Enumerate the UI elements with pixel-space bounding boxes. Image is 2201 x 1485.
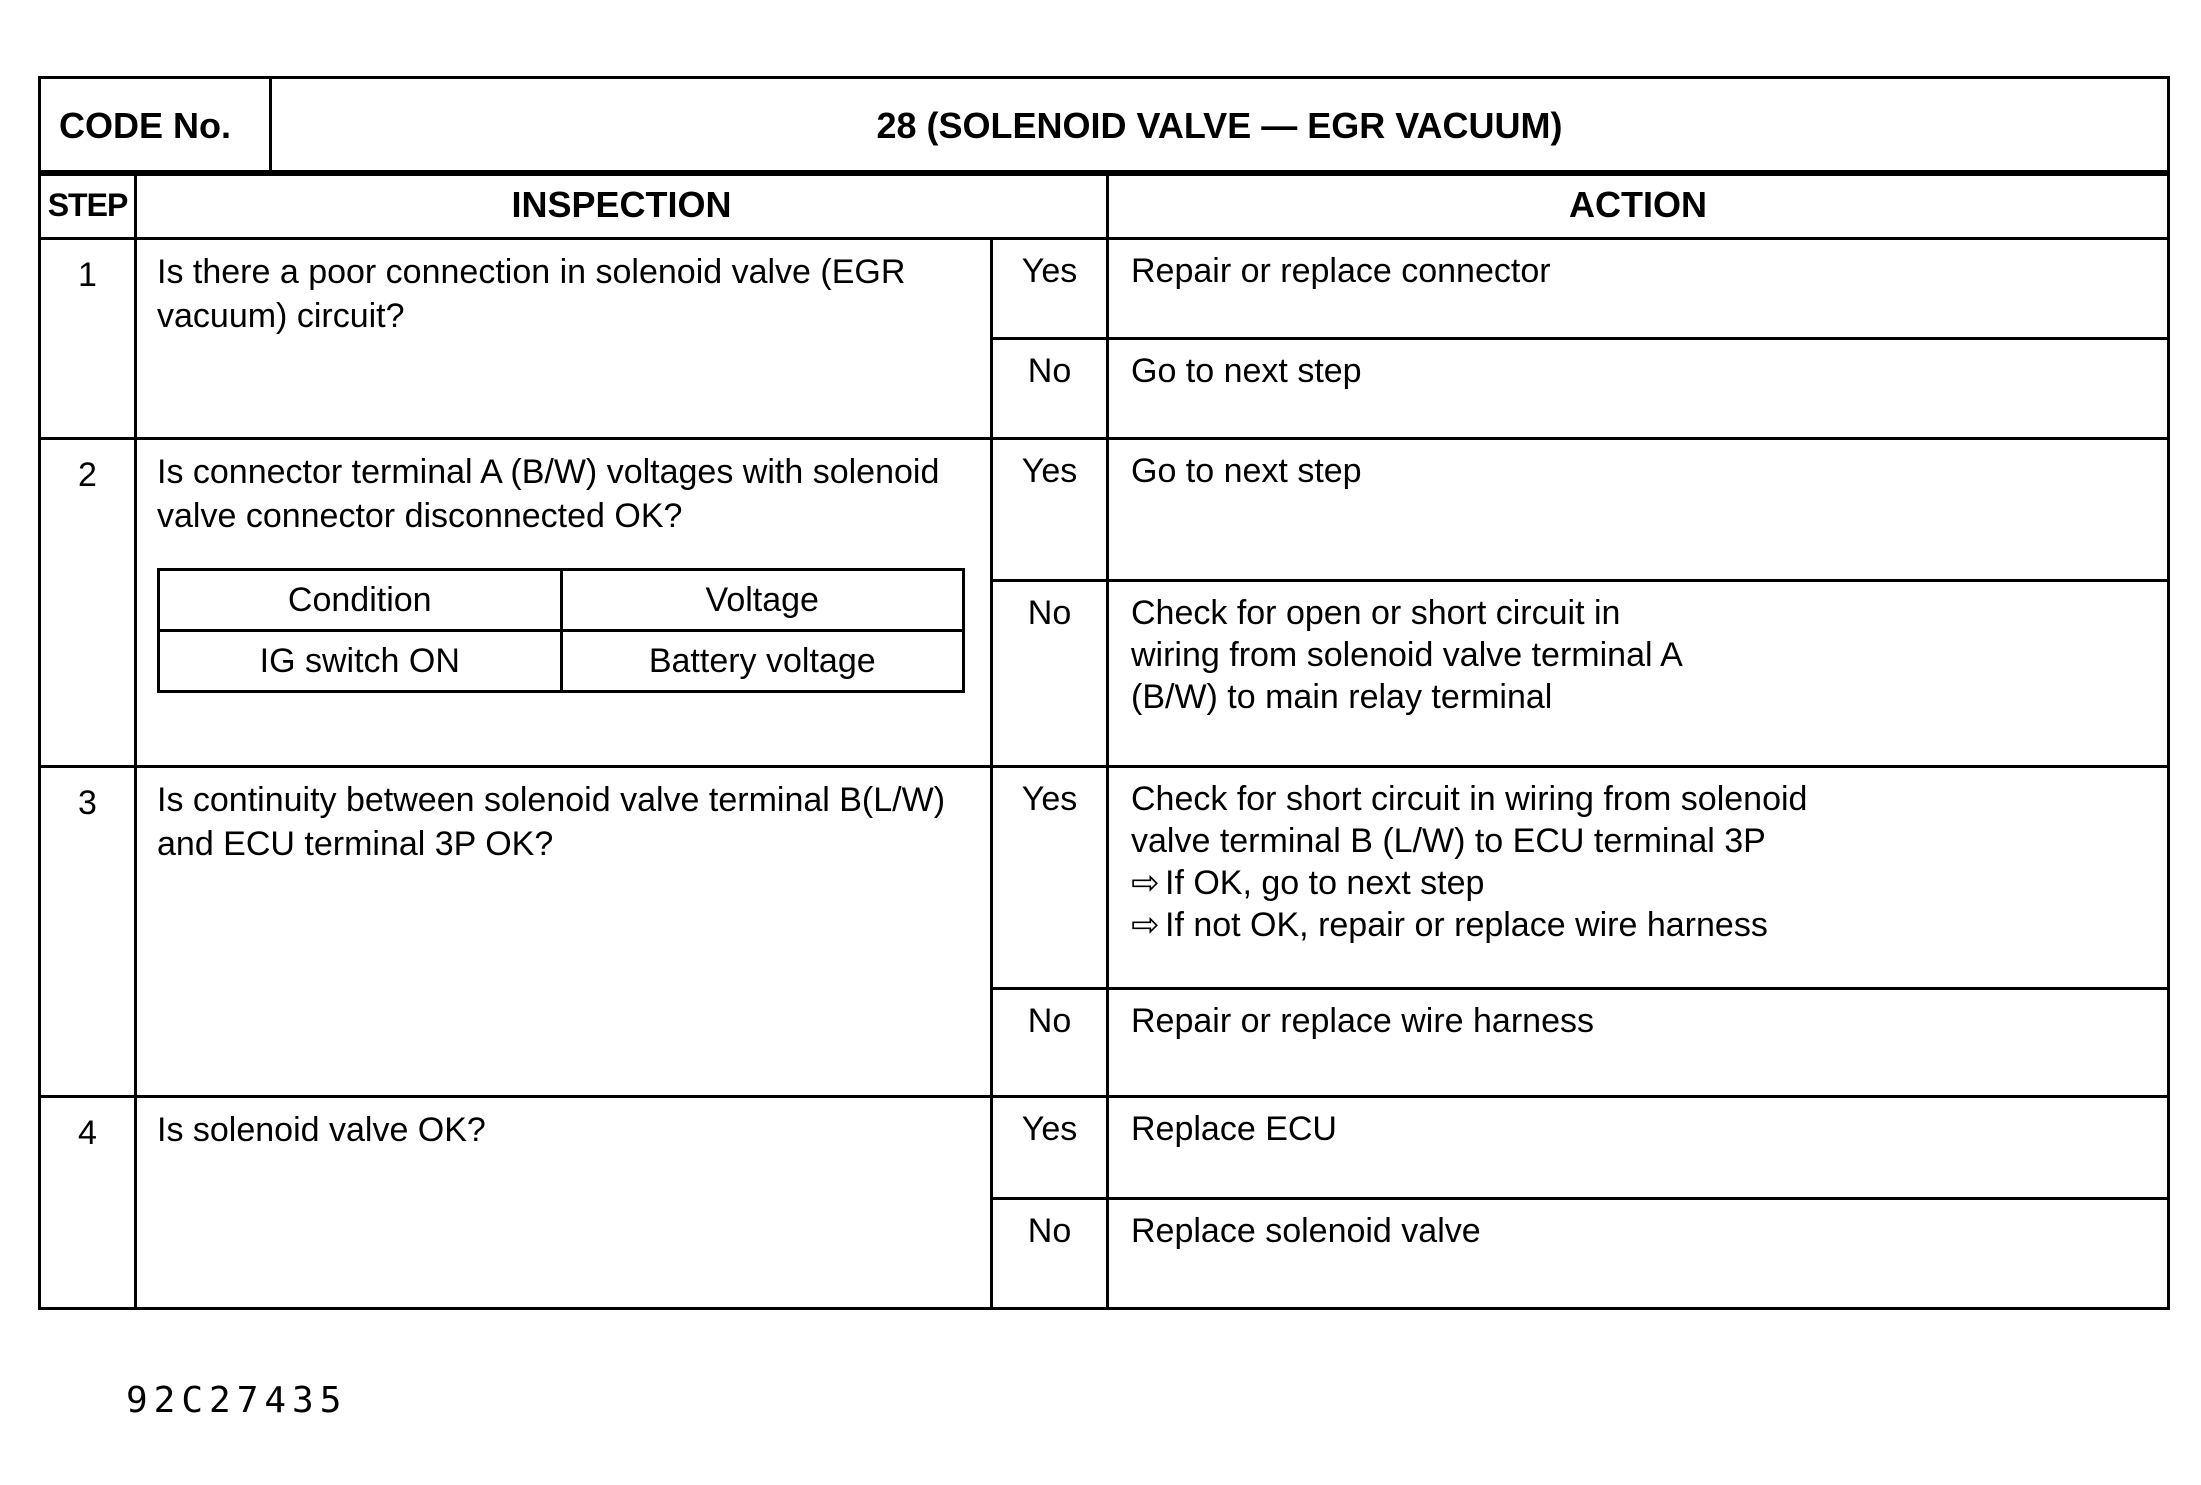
code-number-value: 28 (SOLENOID VALVE — EGR VACUUM) bbox=[271, 78, 2169, 175]
yes-label: Yes bbox=[992, 767, 1108, 989]
action-line bbox=[1131, 862, 2149, 904]
condition-table bbox=[157, 568, 965, 693]
action-line: Go to next step bbox=[1131, 352, 1362, 390]
yes-label: Yes bbox=[992, 239, 1108, 339]
no-label: No bbox=[992, 989, 1108, 1097]
no-label: No bbox=[992, 1199, 1108, 1309]
step-number: 2 bbox=[40, 439, 136, 767]
yes-action bbox=[1108, 1097, 2169, 1199]
no-action bbox=[1108, 989, 2169, 1097]
step-row-2-yes bbox=[40, 439, 2169, 581]
voltage-value: Battery voltage bbox=[561, 631, 964, 692]
yes-label: Yes bbox=[992, 1097, 1108, 1199]
arrow-right-icon: ⇨ bbox=[1131, 864, 1160, 902]
yes-action bbox=[1108, 439, 2169, 581]
action-line: Replace solenoid valve bbox=[1131, 1212, 1481, 1250]
action-line: (B/W) to main relay terminal bbox=[1131, 678, 1553, 716]
action-line: valve terminal B (L/W) to ECU terminal 3P bbox=[1131, 822, 1766, 860]
step-column-header: STEP bbox=[40, 172, 136, 239]
action-text: If not OK, repair or replace wire harness bbox=[1165, 906, 1768, 944]
no-label: No bbox=[992, 339, 1108, 439]
inspection-text: Is there a poor connection in solenoid valve (EGR vacuum) circuit? bbox=[136, 239, 992, 439]
voltage-header: Voltage bbox=[561, 570, 964, 631]
arrow-right-icon: ⇨ bbox=[1131, 906, 1160, 944]
action-line: Repair or replace connector bbox=[1131, 252, 1551, 290]
inspection-column-header: INSPECTION bbox=[136, 172, 1108, 239]
step-row-1-yes bbox=[40, 239, 2169, 339]
action-line: Check for open or short circuit in bbox=[1131, 594, 1621, 632]
condition-header: Condition bbox=[159, 570, 562, 631]
no-action bbox=[1108, 581, 2169, 767]
action-text: If OK, go to next step bbox=[1165, 864, 1485, 902]
action-line: wiring from solenoid valve terminal A bbox=[1131, 636, 1683, 674]
action-line: Check for short circuit in wiring from solenoid bbox=[1131, 780, 1808, 818]
yes-label: Yes bbox=[992, 439, 1108, 581]
step-number: 3 bbox=[40, 767, 136, 1097]
condition-value: IG switch ON bbox=[159, 631, 562, 692]
inspection-cell bbox=[136, 439, 992, 767]
no-action bbox=[1108, 339, 2169, 439]
step-number: 1 bbox=[40, 239, 136, 439]
no-action bbox=[1108, 1199, 2169, 1309]
action-line bbox=[1131, 904, 2149, 946]
inspection-text: Is solenoid valve OK? bbox=[136, 1097, 992, 1309]
step-number: 4 bbox=[40, 1097, 136, 1309]
inspection-text: Is continuity between solenoid valve terminal B(L/W) and ECU terminal 3P OK? bbox=[136, 767, 992, 1097]
action-line: Go to next step bbox=[1131, 452, 1362, 490]
figure-code: 92C27435 bbox=[126, 1380, 348, 1421]
step-row-4-yes bbox=[40, 1097, 2169, 1199]
action-line: Replace ECU bbox=[1131, 1110, 1337, 1148]
inspection-text: Is connector terminal A (B/W) voltages with solenoid valve connector disconnected OK? bbox=[157, 453, 940, 535]
yes-action bbox=[1108, 767, 2169, 989]
step-row-3-yes bbox=[40, 767, 2169, 989]
yes-action bbox=[1108, 239, 2169, 339]
action-column-header: ACTION bbox=[1108, 172, 2169, 239]
code-header-table bbox=[38, 76, 2170, 176]
no-label: No bbox=[992, 581, 1108, 767]
code-number-label: CODE No. bbox=[40, 78, 271, 175]
action-line: Repair or replace wire harness bbox=[1131, 1002, 1594, 1040]
diagnostic-table bbox=[38, 170, 2170, 1310]
